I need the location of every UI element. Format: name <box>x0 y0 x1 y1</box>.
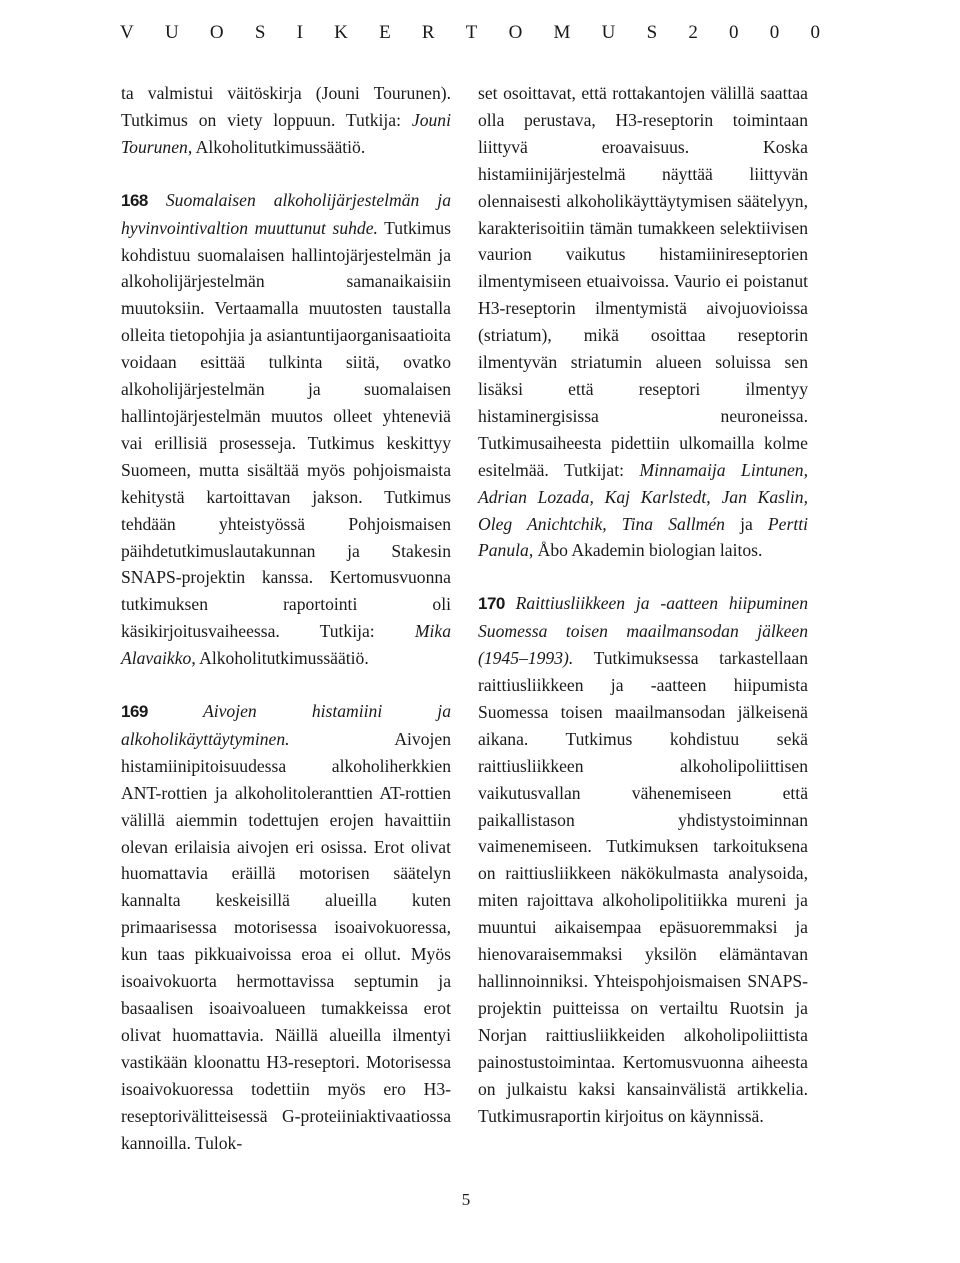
project-169-continued <box>478 80 808 564</box>
project-last-author: Pertti Panula, <box>478 513 808 561</box>
project-institution: Åbo Akademin biologian laitos. <box>533 540 763 561</box>
project-168 <box>121 187 451 672</box>
header-letter: O <box>508 22 523 43</box>
header-letter: O <box>209 22 224 43</box>
project-title: Suomalaisen alkoholijärjestelmän ja hyvinvointivaltion muuttunut suhde. <box>121 189 451 238</box>
header-letter: V <box>120 22 134 43</box>
project-title: Raittiusliikkeen ja -aatteen hiipuminen Suomessa toisen maailmansodan jälkeen (1945–1993). <box>478 593 808 669</box>
project-number: 168 <box>121 190 148 210</box>
right-column <box>478 80 808 1129</box>
running-header <box>120 22 820 52</box>
left-column <box>121 80 451 1156</box>
project-number: 169 <box>121 702 148 722</box>
project-body: Tutkimus kohdistuu suomalaisen hallintojärjestelmän ja alkoholijärjestelmän samanaikaisiin muutoksiin. Vertaamalla muutosten taustalla olleita tietopohjia ja asiantuntijaorganisaatioita voidaan esittää tulkinta siitä, ovatko alkoholijärjestelmän ja suomalaisen hallintojärjestelmän muutos olleet yhteneviä vai erillisiä prosesseja. Tutkimus keskittyy Suomeen, mutta sisältää myös pohjoismaista kehitystä kartoittavan jakson. Tutkimus tehdään yhteistyössä Pohjoismaisen päihdetutkimuslautakunnan ja Stakesin SNAPS-projektin kanssa. Kertomusvuonna tutkimuksen raportointi oli käsikirjoitusvaiheessa. Tutkija: <box>121 217 451 642</box>
header-letter: 0 <box>729 22 739 43</box>
header-letter: U <box>164 22 179 43</box>
project-169 <box>121 698 451 1156</box>
header-letter: M <box>553 22 571 43</box>
header-letter: I <box>296 22 303 43</box>
intro-paragraph <box>121 80 451 161</box>
project-body: Aivojen histamiinipitoisuudessa alkoholiherkkien ANT-rottien ja alkoholitoleranttien AT-rottien välillä aiemmin todettujen erojen havaittiin olevan erilaisia aivojen eri osissa. Erot olivat huomattavia eräillä motorisen säätelyn kannalta keskeisillä alueilla kuten primaarisessa motorisessa isoaivokuoressa, kun taas pikkuaivoissa eroa ei ollut. Myös isoaivokuorta hermottavissa septumin ja basaalisen isoaivoalueen tumakkeissa erot olivat huomattavia. Näillä alueilla ilmentyi vastikään kloonattu H3-reseptori. Motorisessa isoaivokuoressa todettiin myös ero H3-reseptorivälitteisessä G-proteiiniaktivaatiossa kannoilla. Tulok- <box>121 728 451 1153</box>
project-author: Mika Alavaikko <box>121 621 451 669</box>
project-institution: , Alkoholitutkimussäätiö. <box>191 648 369 669</box>
intro-author: Jouni Tourunen <box>121 109 451 157</box>
project-title: Aivojen histamiini ja alkoholikäyttäytyminen. <box>121 701 451 749</box>
header-letter: S <box>254 22 266 43</box>
project-number: 170 <box>478 594 505 614</box>
project-body: set osoittavat, että rottakantojen välillä saattaa olla perustava, H3-reseptorin toimintaan liittyvä eroavaisuus. Koska histamiinijärjestelmä näyttää liittyvän olennaisesti alkoholikäyttäytymisen säätelyyn, karakterisoitiin tämän tumakkeen selektiivisen vaurion vaikutus histamiinireseptorien ilmentymiseen etuaivoissa. Vaurio ei poistanut H3-reseptorin ilmentymistä aivojuovioissa (striatum), mikä osoittaa reseptorin ilmentyvän striatumin alueen soluissa sen lisäksi että reseptori ilmentyy histaminergisissa neuroneissa. Tutkimusaiheesta pidettiin ulkomailla kolme esitelmää. Tutkijat: <box>478 83 808 480</box>
header-letter: T <box>465 22 478 43</box>
header-letter: 2 <box>688 22 698 43</box>
intro-text: ta valmistui väitöskirja (Jouni Tourunen). Tutkimus on viety loppuun. Tutkija: <box>121 83 451 130</box>
header-letter: 0 <box>810 22 820 43</box>
header-letter: U <box>601 22 616 43</box>
authors-conjunction: ja <box>724 513 768 534</box>
header-letter: K <box>334 22 348 43</box>
header-letter: E <box>379 22 391 43</box>
project-170 <box>478 590 808 1129</box>
page-number: 5 <box>461 1190 471 1209</box>
project-authors: Minnamaija Lintunen, Adrian Lozada, Kaj Karlstedt, Jan Kaslin, Oleg Anichtchik, Tina Sallmén <box>478 459 808 534</box>
header-letter: S <box>646 22 658 43</box>
intro-institution: , Alkoholitutkimussäätiö. <box>187 136 366 157</box>
project-body: Tutkimuksessa tarkastellaan raittiusliikkeen ja -aatteen hiipumista Suomessa toisen maailmansodan jälkeisenä aikana. Tutkimus kohdistuu sekä raittiusliikkeen alkoholipoliittisen vaikutusvallan vähenemiseen että paikallistason yhdistystoiminnan vaimenemiseen. Tutkimuksen tarkoituksena on raittiusliikkeen näkökulmasta analysoida, miten rajoittava alkoholipolitiikka mureni ja muuntui aikaisempaa epäsuoremmaksi ja hienovaraisemmaksi yksilön elämäntavan hallinnoinniksi. Yhteispohjoismaisen SNAPS-projektin puitteissa on vertailtu Ruotsin ja Norjan raittiusliikkeiden alkoholipoliittista painostustoimintaa. Kertomusvuonna aiheesta on julkaistu kaksi kansainvälistä artikkelia. Tutkimusraportin kirjoitus on käynnissä. <box>478 648 808 1126</box>
header-letter: R <box>421 22 435 43</box>
header-letter: 0 <box>769 22 780 43</box>
